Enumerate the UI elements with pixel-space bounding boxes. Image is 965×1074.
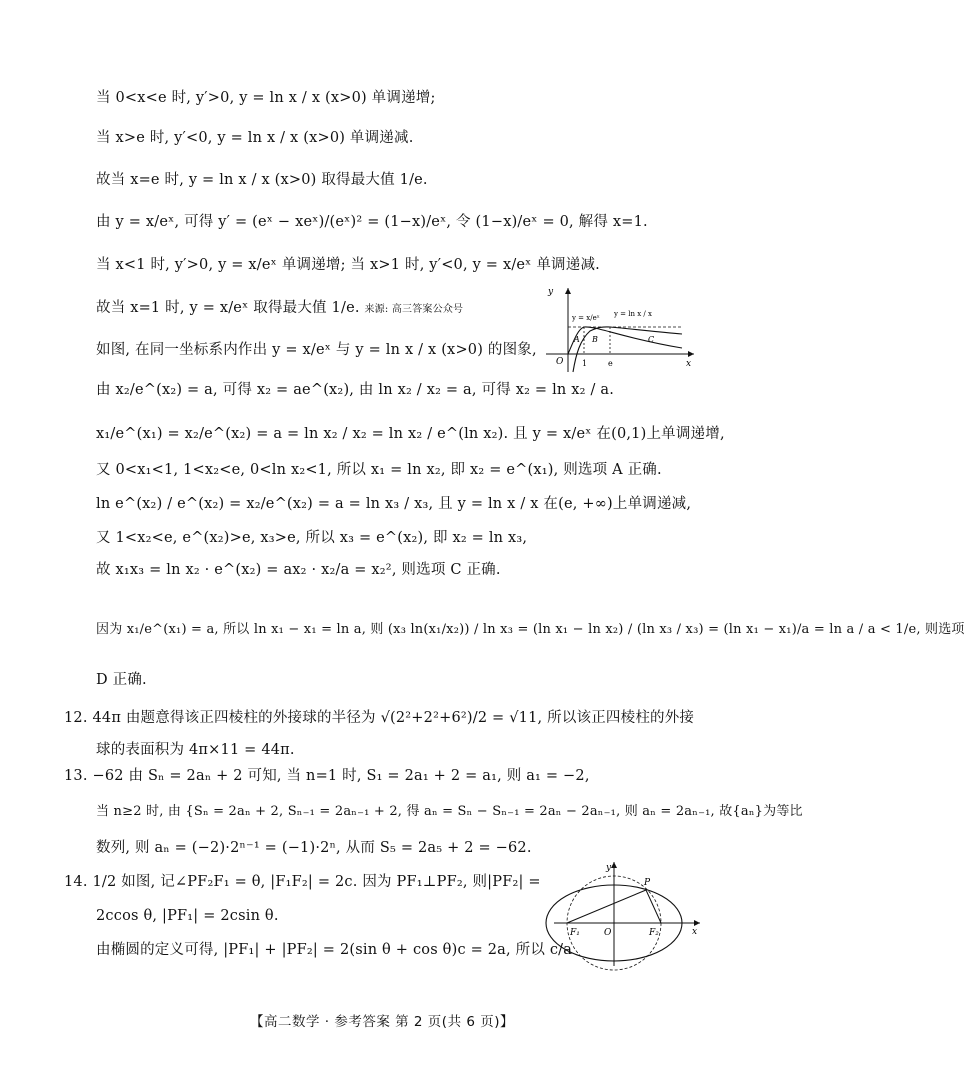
point-f2-label: F₂: [649, 928, 659, 938]
x-axis-label: x: [692, 927, 698, 937]
text-line: 又 0<x₁<1, 1<x₂<e, 0<ln x₂<1, 所以 x₁ = ln x₂, 即 x₂ = e^(x₁), 则选项 A 正确.: [96, 462, 662, 478]
curve-label-x-over-ex: y = x/eˣ: [572, 314, 600, 322]
curve-lnx-over-x: [573, 327, 682, 372]
text-line: 因为 x₁/e^(x₁) = a, 所以 ln x₁ − x₁ = ln a, 则 (x₃ ln(x₁/x₂)) / ln x₃ = (ln x₁ − ln x₂) / (ln x₃ / x₃) = (ln x₁ − x₁)/a = ln a / a < 1/e, 则选项: [96, 622, 965, 637]
segment-pf1: [567, 890, 646, 923]
text-line: 由 y = x/eˣ, 可得 y′ = (eˣ − xeˣ)/(eˣ)² = (1−x)/eˣ, 令 (1−x)/eˣ = 0, 解得 x=1.: [96, 214, 648, 230]
text-line: 当 x<1 时, y′>0, y = x/eˣ 单调递增; 当 x>1 时, y′<0, y = x/eˣ 单调递减.: [96, 257, 600, 273]
text-line: 球的表面积为 4π×11 = 44π.: [96, 742, 295, 758]
function-graph: [546, 284, 696, 374]
origin-label: O: [604, 928, 612, 938]
text-line: 由椭圆的定义可得, |PF₁| + |PF₂| = 2(sin θ + cos θ)c = 2a, 所以 c/a: [96, 942, 573, 958]
text-line: 当 n≥2 时, 由 {Sₙ = 2aₙ + 2, Sₙ₋₁ = 2aₙ₋₁ + 2, 得 aₙ = Sₙ − Sₙ₋₁ = 2aₙ − 2aₙ₋₁, 则 aₙ = 2aₙ₋₁, 故{aₙ}为等比: [96, 804, 803, 819]
ellipse-diagram: [554, 858, 704, 968]
y-axis-arrow: [611, 862, 617, 868]
text-line: 由 x₂/e^(x₂) = a, 可得 x₂ = ae^(x₂), 由 ln x₂ / x₂ = a, 可得 x₂ = ln x₂ / a.: [96, 382, 615, 398]
text-line: 故当 x=e 时, y = ln x / x (x>0) 取得最大值 1/e.: [96, 172, 428, 188]
text-line: 故 x₁x₃ = ln x₂ · e^(x₂) = ax₂ · x₂/a = x₂², 则选项 C 正确.: [96, 562, 501, 578]
text-segment: 故当 x=1 时, y = x/eˣ 取得最大值 1/e.: [96, 300, 360, 316]
text-line: 13. −62 由 Sₙ = 2aₙ + 2 可知, 当 n=1 时, S₁ = 2a₁ + 2 = a₁, 则 a₁ = −2,: [64, 768, 590, 784]
text-line: 12. 44π 由题意得该正四棱柱的外接球的半径为 √(2²+2²+6²)/2 = √11, 所以该正四棱柱的外接: [64, 710, 695, 726]
y-axis-label: y: [606, 863, 612, 873]
point-a-label: A: [574, 335, 580, 344]
text-line: [96, 298, 463, 320]
page-footer: 【高二数学 · 参考答案 第 2 页(共 6 页)】: [249, 1014, 515, 1030]
text-line: D 正确.: [96, 672, 147, 688]
x-axis-label: x: [686, 359, 692, 369]
text-line: 如图, 在同一坐标系内作出 y = x/eˣ 与 y = ln x / x (x>0) 的图象,: [96, 342, 537, 358]
text-line: 当 0<x<e 时, y′>0, y = ln x / x (x>0) 单调递增;: [96, 90, 436, 106]
y-axis-arrow: [565, 288, 571, 294]
point-c-label: C: [648, 335, 655, 344]
point-b-label: B: [592, 335, 598, 344]
y-axis-label: y: [548, 287, 554, 297]
point-f1-label: F₁: [570, 928, 580, 938]
tick-e-label: e: [608, 359, 613, 368]
text-line: 又 1<x₂<e, e^(x₂)>e, x₃>e, 所以 x₃ = e^(x₂), 即 x₂ = ln x₃,: [96, 530, 528, 546]
text-line: x₁/e^(x₁) = x₂/e^(x₂) = a = ln x₂ / x₂ = ln x₂ / e^(ln x₂). 且 y = x/eˣ 在(0,1)上单调递增,: [96, 426, 725, 442]
curve-label-lnx-over-x: y = ln x / x: [614, 310, 652, 318]
text-line: 2ccos θ, |PF₁| = 2csin θ.: [96, 908, 279, 924]
text-line: 14. 1/2 如图, 记∠PF₂F₁ = θ, |F₁F₂| = 2c. 因为 PF₁⊥PF₂, 则|PF₂| =: [64, 874, 541, 890]
curve-x-over-ex: [568, 327, 682, 354]
origin-label: O: [556, 357, 564, 367]
text-line: ln e^(x₂) / e^(x₂) = x₂/e^(x₂) = a = ln x₃ / x₃, 且 y = ln x / x 在(e, +∞)上单调递减,: [96, 496, 692, 512]
text-line: 数列, 则 aₙ = (−2)·2ⁿ⁻¹ = (−1)·2ⁿ, 从而 S₅ = 2a₅ + 2 = −62.: [96, 840, 532, 856]
x-axis-arrow: [694, 920, 700, 926]
tick-1-label: 1: [582, 359, 588, 368]
source-note: 来源: 高三答案公众号: [364, 304, 464, 315]
text-line: 当 x>e 时, y′<0, y = ln x / x (x>0) 单调递减.: [96, 130, 414, 146]
point-p-label: P: [644, 878, 651, 888]
x-axis-arrow: [688, 351, 694, 357]
